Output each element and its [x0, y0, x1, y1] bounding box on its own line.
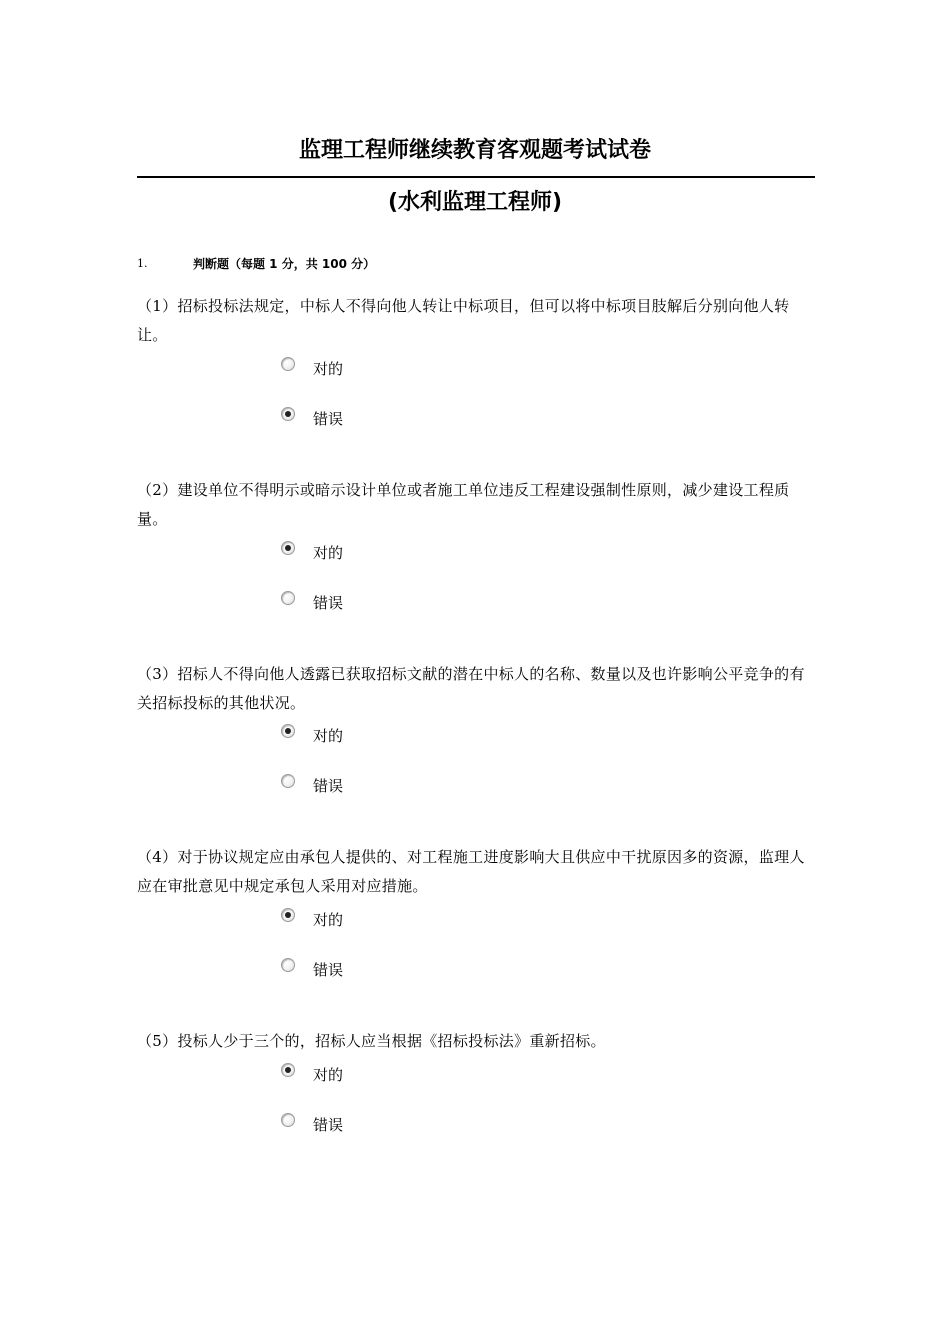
- radio-button[interactable]: [281, 958, 295, 972]
- question-text: （4）对于协议规定应由承包人提供的、对工程施工进度影响大且供应中干扰原因多的资源，监理人应在审批意见中规定承包人采用对应措施。: [137, 848, 805, 895]
- radio-button-selected[interactable]: [281, 724, 295, 738]
- radio-button[interactable]: [281, 1113, 295, 1127]
- question-1: [137, 292, 815, 350]
- radio-button[interactable]: [281, 774, 295, 788]
- radio-button-selected[interactable]: [281, 541, 295, 555]
- question-4: [137, 843, 815, 901]
- question-text: （1）招标投标法规定，中标人不得向他人转让中标项目，但可以将中标项目肢解后分别向他人转让。: [137, 297, 790, 344]
- radio-button-selected[interactable]: [281, 908, 295, 922]
- question-2: [137, 476, 815, 534]
- question-5-option-false[interactable]: [281, 1111, 481, 1139]
- title-divider: [137, 176, 815, 178]
- radio-button[interactable]: [281, 357, 295, 371]
- question-4-option-true[interactable]: [281, 906, 481, 934]
- option-label: 错误: [313, 594, 344, 612]
- question-3-option-true[interactable]: [281, 722, 481, 750]
- question-3-option-false[interactable]: [281, 772, 481, 800]
- question-text: （3）招标人不得向他人透露已获取招标文献的潜在中标人的名称、数量以及也许影响公平竞争的有关招标投标的其他状况。: [137, 665, 805, 712]
- option-label: 对的: [313, 727, 344, 745]
- document-subtitle: (水利监理工程师): [387, 190, 563, 215]
- section-label: 判断题（每题 1 分，共 100 分）: [193, 257, 376, 271]
- question-1-option-false[interactable]: [281, 405, 481, 433]
- question-3: [137, 660, 815, 718]
- question-2-option-false[interactable]: [281, 589, 481, 617]
- option-label: 错误: [313, 410, 344, 428]
- question-text: （2）建设单位不得明示或暗示设计单位或者施工单位违反工程建设强制性原则，减少建设工程质量。: [137, 481, 790, 528]
- option-label: 错误: [313, 961, 344, 979]
- question-4-option-false[interactable]: [281, 956, 481, 984]
- option-label: 错误: [313, 1116, 344, 1134]
- option-label: 对的: [313, 911, 344, 929]
- question-1-option-true[interactable]: [281, 355, 481, 383]
- question-2-option-true[interactable]: [281, 539, 481, 567]
- option-label: 错误: [313, 777, 344, 795]
- option-label: 对的: [313, 360, 344, 378]
- document-title: 监理工程师继续教育客观题考试试卷: [298, 138, 651, 163]
- question-5: [137, 1027, 815, 1056]
- question-5-option-true[interactable]: [281, 1061, 481, 1089]
- option-label: 对的: [313, 1066, 344, 1084]
- radio-button[interactable]: [281, 591, 295, 605]
- section-number: 1.: [137, 257, 148, 270]
- option-label: 对的: [313, 544, 344, 562]
- radio-button-selected[interactable]: [281, 407, 295, 421]
- question-text: （5）投标人少于三个的，招标人应当根据《招标投标法》重新招标。: [137, 1032, 606, 1050]
- radio-button-selected[interactable]: [281, 1063, 295, 1077]
